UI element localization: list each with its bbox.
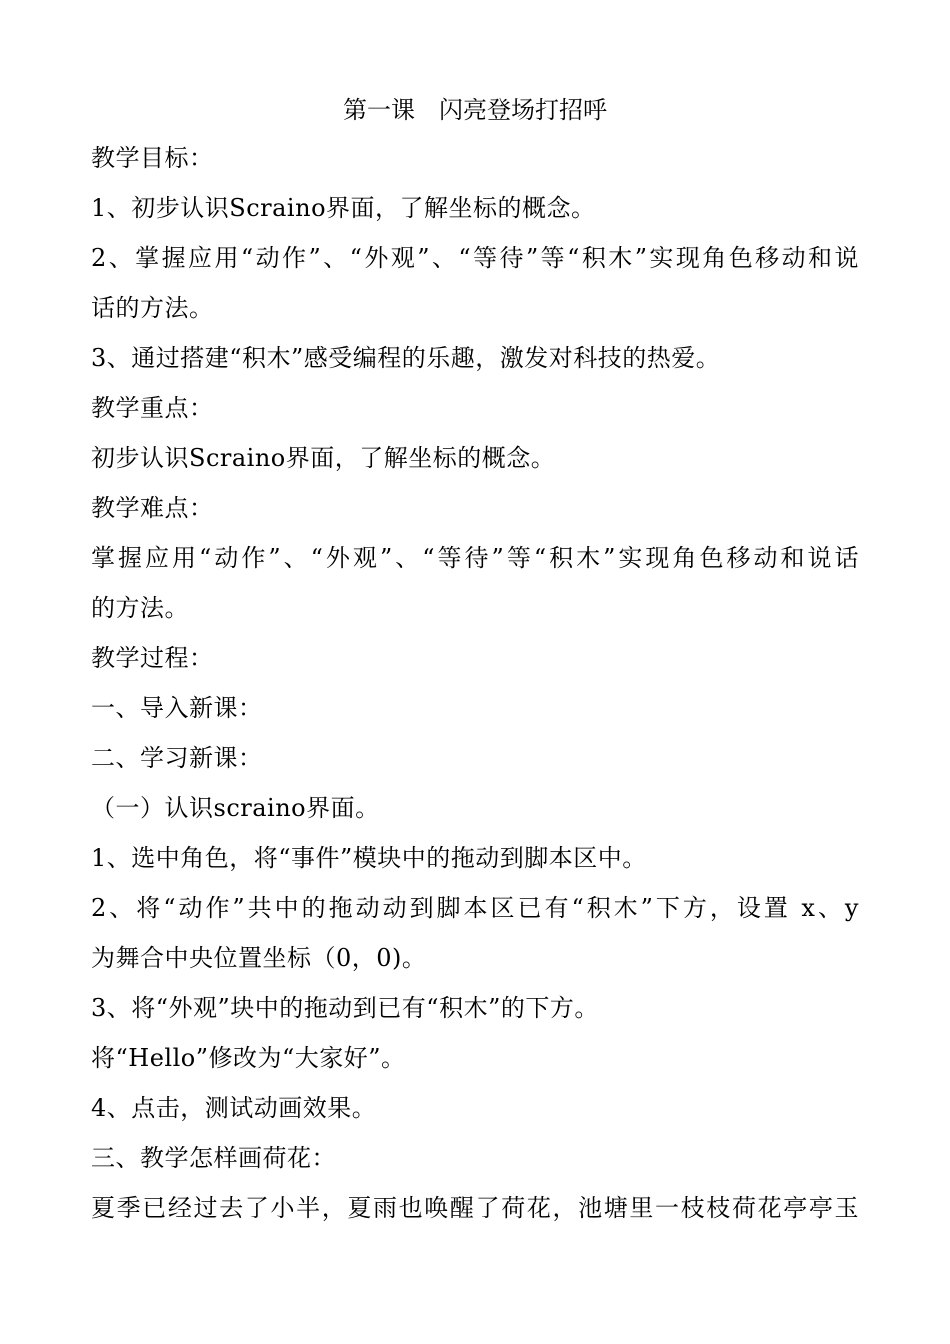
step-2-continued: 为舞合中央位置坐标（0，0)。 xyxy=(91,944,427,972)
section-heading-difficulties: 教学难点： xyxy=(91,494,214,522)
step-3-continued: 将“Hello”修改为“大家好”。 xyxy=(91,1044,406,1072)
step-1: 1、选中角色，将“事件”模块中的拖动到脚本区中。 xyxy=(91,844,647,872)
section-heading-key-points: 教学重点： xyxy=(91,394,214,422)
subsection-interface: （一）认识scraino界面。 xyxy=(91,794,380,822)
objective-3: 3、通过搭建“积木”感受编程的乐趣，激发对科技的热爱。 xyxy=(91,344,721,372)
difficulty-text-continued: 的方法。 xyxy=(91,594,189,622)
step-2: 2、将“动作”共中的拖动动到脚本区已有“积木”下方，设置 x、y xyxy=(91,894,859,922)
objective-1: 1、初步认识Scraino界面，了解坐标的概念。 xyxy=(91,194,596,222)
lotus-paragraph: 夏季已经过去了小半，夏雨也唤醒了荷花，池塘里一枝枝荷花亭亭玉 xyxy=(91,1194,859,1222)
page-title: 第一课 闪亮登场打招呼 xyxy=(343,96,607,124)
process-step-learning: 二、学习新课： xyxy=(91,744,263,772)
step-3: 3、将“外观”块中的拖动到已有“积木”的下方。 xyxy=(91,994,599,1022)
process-step-lotus: 三、教学怎样画荷花： xyxy=(91,1144,336,1172)
section-heading-objectives: 教学目标： xyxy=(91,144,214,172)
objective-2-continued: 话的方法。 xyxy=(91,294,214,322)
step-4: 4、点击，测试动画效果。 xyxy=(91,1094,377,1122)
section-heading-process: 教学过程： xyxy=(91,644,214,672)
objective-2: 2、掌握应用“动作”、“外观”、“等待”等“积木”实现角色移动和说 xyxy=(91,244,859,272)
process-step-intro: 一、导入新课： xyxy=(91,694,263,722)
difficulty-text: 掌握应用“动作”、“外观”、“等待”等“积木”实现角色移动和说话 xyxy=(91,544,859,572)
key-point-text: 初步认识Scraino界面，了解坐标的概念。 xyxy=(91,444,556,472)
